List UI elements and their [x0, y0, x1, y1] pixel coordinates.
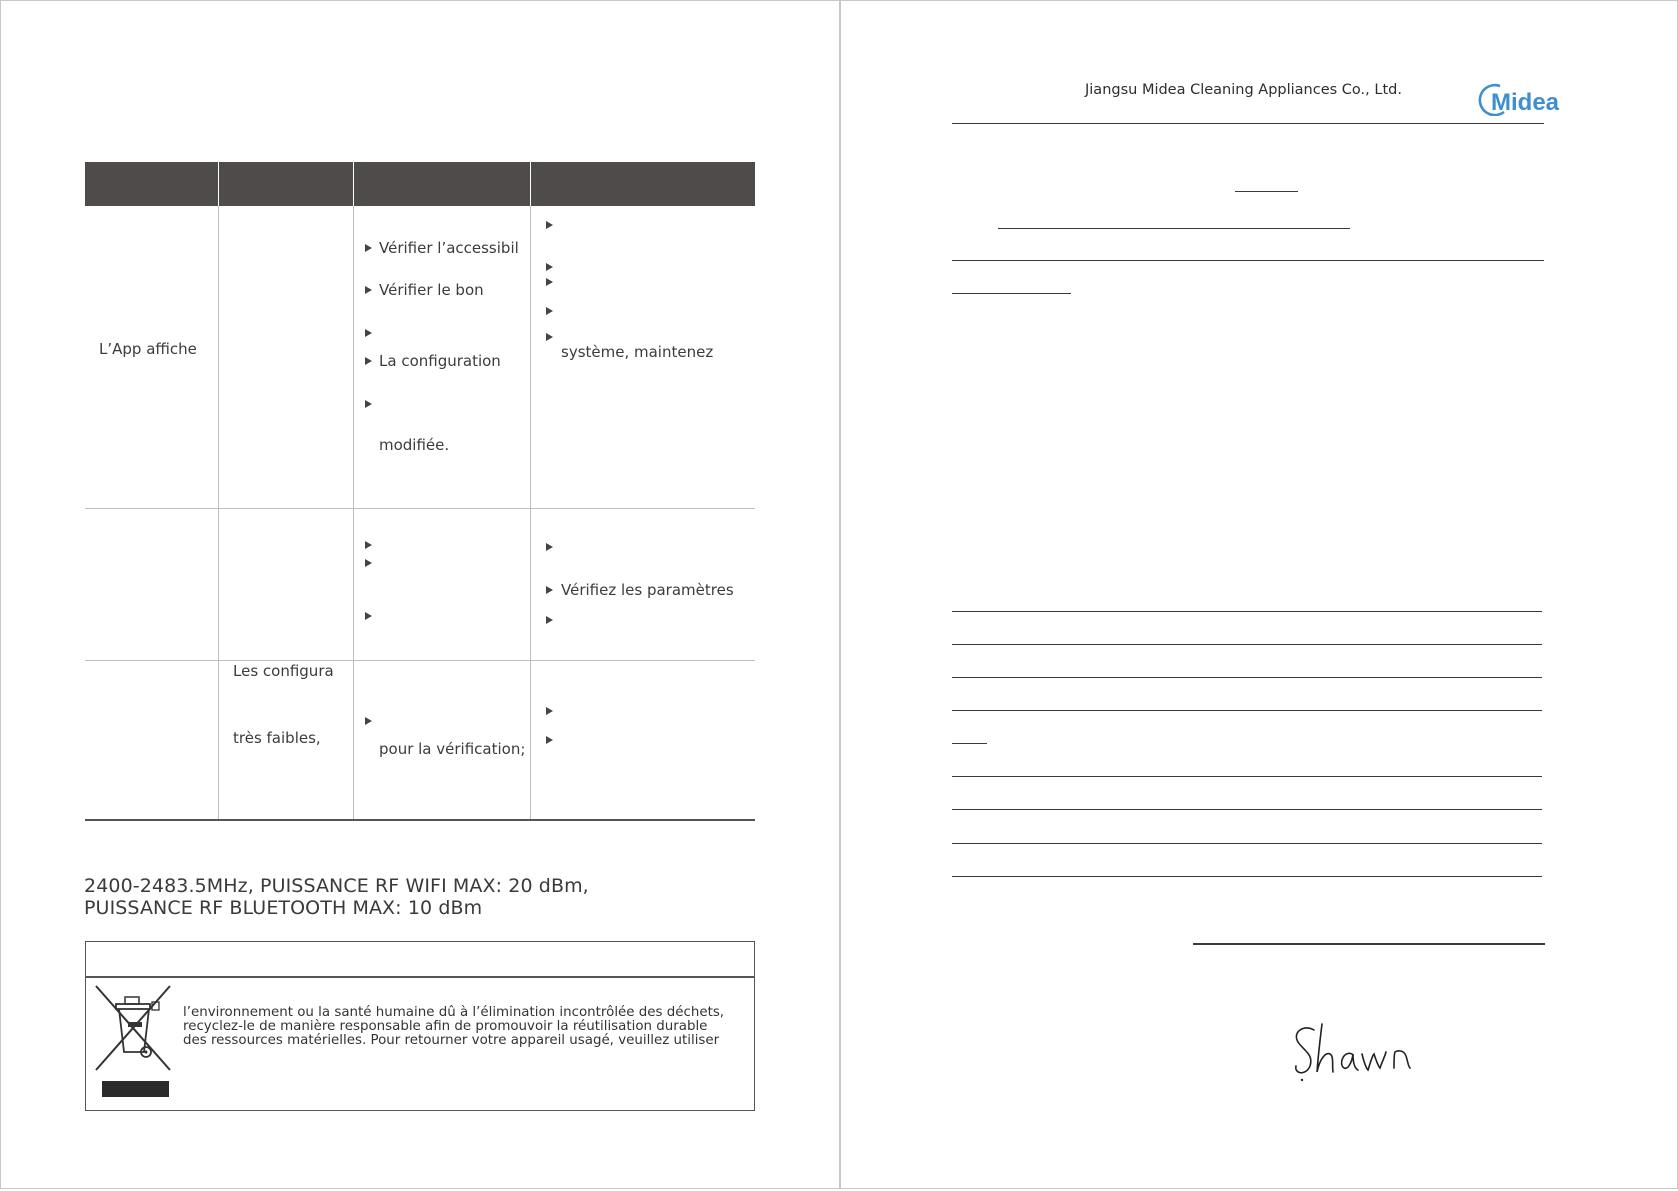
form-line — [952, 843, 1542, 844]
company-name: Jiangsu Midea Cleaning Appliances Co., Ltd. — [1085, 82, 1402, 98]
underline — [952, 260, 1544, 261]
form-line — [952, 876, 1542, 877]
table-cell: très faibles, — [233, 729, 321, 747]
bullet-arrow-icon — [365, 717, 372, 725]
bullet-arrow-icon — [546, 586, 553, 594]
form-line — [952, 677, 1542, 678]
bullet-arrow-icon — [546, 543, 553, 551]
table-cell: Vérifier l’accessibil — [379, 239, 519, 257]
header-separator — [218, 162, 219, 206]
table-cell: Vérifier le bon — [379, 281, 484, 299]
right-page — [840, 0, 1678, 1189]
bullet-arrow-icon — [365, 244, 372, 252]
table-cell: modifiée. — [379, 436, 450, 454]
table-cell: système, maintenez — [561, 343, 714, 361]
weee-text-line: l’environnement ou la santé humaine dû à l’élimination incontrôlée des déchets, — [183, 1005, 725, 1020]
weee-text-line: recyclez-le de manière responsable afin de promouvoir la réutilisation durable — [183, 1019, 708, 1034]
bullet-arrow-icon — [546, 263, 553, 271]
form-line — [952, 809, 1542, 810]
table-column-line — [353, 206, 354, 819]
weee-black-bar — [102, 1081, 169, 1097]
underline — [1235, 191, 1298, 192]
table-row-line — [85, 660, 755, 661]
weee-disposal-box — [85, 941, 755, 1111]
table-cell: Vérifiez les paramètres — [561, 581, 734, 599]
header-separator — [530, 162, 531, 206]
header-separator — [353, 162, 354, 206]
weee-text-line: des ressources matérielles. Pour retourner votre appareil usagé, veuillez utiliser — [183, 1033, 720, 1048]
table-column-line — [218, 206, 219, 819]
form-line — [952, 611, 1542, 612]
weee-box-divider — [86, 976, 754, 978]
bullet-arrow-icon — [546, 278, 553, 286]
table-bottom-rule — [85, 819, 755, 821]
table-header — [85, 162, 755, 206]
bullet-arrow-icon — [365, 357, 372, 365]
signature-line — [1193, 943, 1545, 945]
bullet-arrow-icon — [546, 616, 553, 624]
form-line — [952, 776, 1542, 777]
bullet-arrow-icon — [365, 400, 372, 408]
form-line — [952, 644, 1542, 645]
handwritten-signature — [1290, 1020, 1440, 1090]
rf-spec-line: 2400-2483.5MHz, PUISSANCE RF WIFI MAX: 20 dBm, — [84, 875, 589, 897]
table-column-line — [530, 206, 531, 819]
form-line — [952, 743, 987, 744]
underline — [998, 228, 1350, 229]
bullet-arrow-icon — [546, 221, 553, 229]
table-cell: La configuration — [379, 352, 501, 370]
bullet-arrow-icon — [365, 612, 372, 620]
bullet-arrow-icon — [365, 329, 372, 337]
form-line — [952, 710, 1542, 711]
bullet-arrow-icon — [546, 707, 553, 715]
bullet-arrow-icon — [546, 307, 553, 315]
table-row-line — [85, 508, 755, 509]
weee-text — [183, 1006, 724, 1048]
underline — [952, 293, 1071, 294]
bullet-arrow-icon — [365, 541, 372, 549]
table-cell: L’App affiche — [99, 340, 197, 358]
header-rule — [952, 123, 1544, 124]
rf-spec-line: PUISSANCE RF BLUETOOTH MAX: 10 dBm — [84, 897, 483, 919]
table-cell: pour la vérification; — [379, 740, 526, 758]
bullet-arrow-icon — [365, 286, 372, 294]
bullet-arrow-icon — [546, 736, 553, 744]
crossed-out-wheelie-bin-icon — [94, 984, 174, 1074]
logo-text: Midea — [1491, 89, 1560, 116]
table-cell: Les configura — [233, 662, 334, 680]
midea-logo — [1478, 82, 1568, 116]
bullet-arrow-icon — [365, 559, 372, 567]
bullet-arrow-icon — [546, 333, 553, 341]
